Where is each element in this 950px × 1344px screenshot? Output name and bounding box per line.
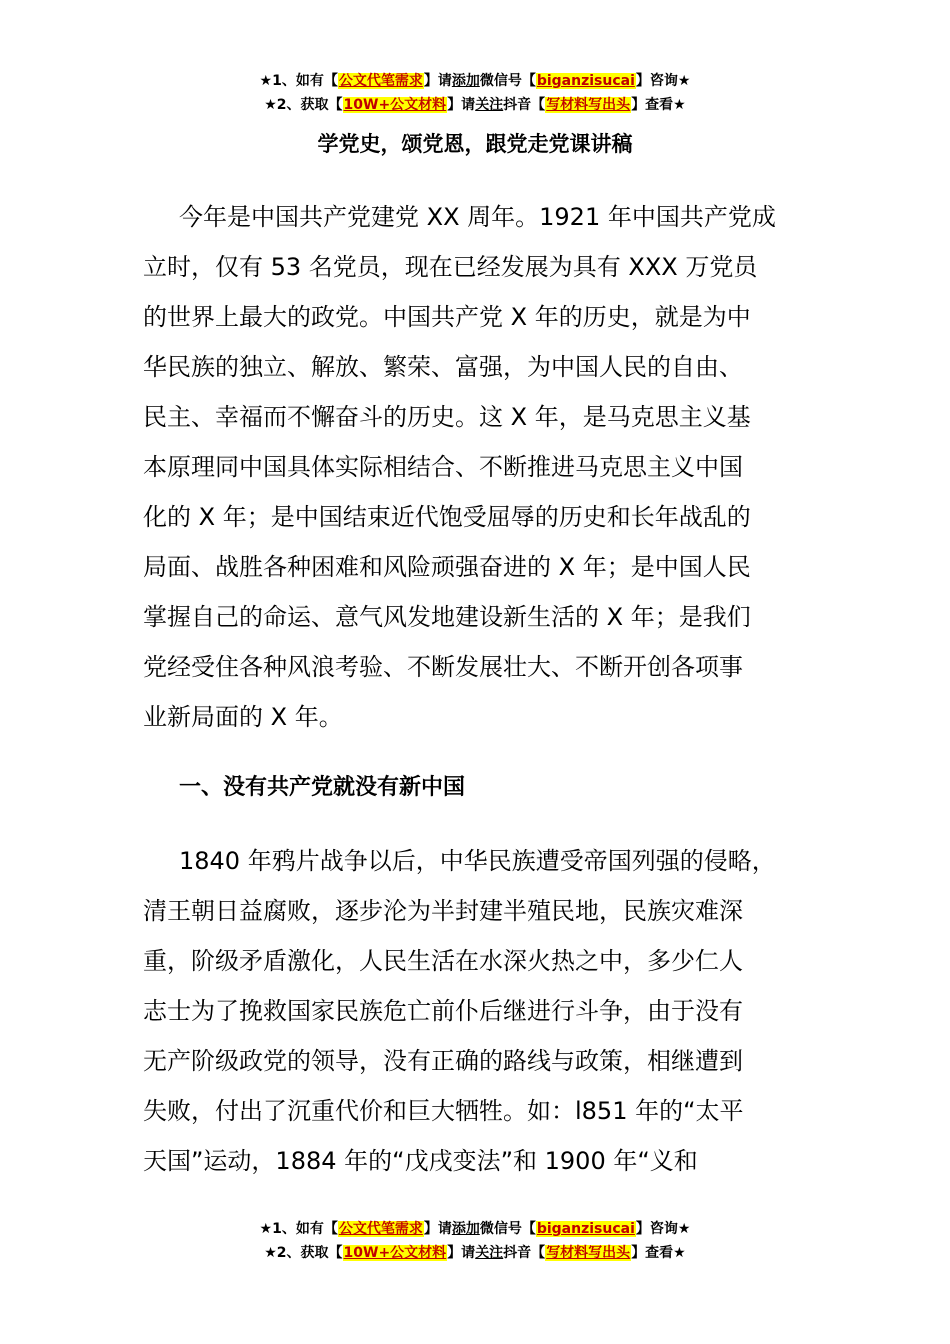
highlight-douyin: 写材料写出头 [546, 97, 631, 113]
header-banner [0, 69, 950, 117]
text-line: 民主、幸福而不懈奋斗的历史。这 X 年，是马克思主义基 [143, 403, 751, 431]
banner-text: 微信号【 [479, 73, 536, 89]
banner-text: 】请 [423, 73, 452, 89]
text-line: 重，阶级矛盾激化，人民生活在水深火热之中，多少仁人 [143, 947, 743, 975]
section-1-paragraph [143, 836, 823, 1186]
banner-line-1 [0, 1217, 950, 1241]
banner-text: 抖音【 [503, 1245, 546, 1261]
banner-line-2 [0, 1241, 950, 1265]
banner-text: 】查看★ [631, 1245, 686, 1261]
highlight-douyin: 写材料写出头 [546, 1245, 631, 1261]
intro-paragraph [143, 192, 823, 742]
text-line: 失败，付出了沉重代价和巨大牺牲。如：l851 年的“太平 [143, 1097, 744, 1125]
highlight-wechat-id: biganzisucai [536, 1221, 635, 1237]
section-heading-1: 一、没有共产党就没有新中国 [179, 775, 466, 800]
highlight-materials: 10W+公文材料 [343, 1245, 447, 1261]
underlined-text: 添加 [451, 73, 480, 89]
underlined-text: 关注 [475, 1245, 504, 1261]
text-line: 业新局面的 X 年。 [143, 703, 343, 731]
highlight-service: 公文代笔需求 [338, 73, 423, 89]
banner-text: 】咨询★ [635, 73, 691, 89]
text-line: 1840 年鸦片战争以后，中华民族遭受帝国列强的侵略， [179, 847, 776, 875]
banner-text: 微信号【 [479, 1221, 536, 1237]
banner-text: ★2、获取【 [264, 97, 343, 113]
text-line: 立时，仅有 53 名党员，现在已经发展为具有 XXX 万党员 [143, 253, 758, 281]
document-title: 学党史，颂党恩，跟党走党课讲稿 [317, 132, 633, 156]
banner-text: 】请 [447, 1245, 476, 1261]
text-line: 局面、战胜各种困难和风险顽强奋进的 X 年；是中国人民 [143, 553, 751, 581]
text-line: 本原理同中国具体实际相结合、不断推进马克思主义中国 [143, 453, 743, 481]
highlight-materials: 10W+公文材料 [343, 97, 447, 113]
banner-text: ★1、如有【 [259, 1221, 338, 1237]
text-line: 华民族的独立、解放、繁荣、富强，为中国人民的自由、 [143, 353, 743, 381]
banner-text: 抖音【 [503, 97, 546, 113]
underlined-text: 添加 [451, 1221, 480, 1237]
banner-text: ★2、获取【 [264, 1245, 343, 1261]
banner-text: ★1、如有【 [259, 73, 338, 89]
text-line: 化的 X 年；是中国结束近代饱受屈辱的历史和长年战乱的 [143, 503, 751, 531]
banner-text: 】咨询★ [635, 1221, 691, 1237]
text-line: 党经受住各种风浪考验、不断发展壮大、不断开创各项事 [143, 653, 743, 681]
text-line: 无产阶级政党的领导，没有正确的路线与政策，相继遭到 [143, 1047, 743, 1075]
underlined-text: 关注 [475, 97, 504, 113]
banner-text: 】查看★ [631, 97, 686, 113]
banner-text: 】请 [447, 97, 476, 113]
text-line: 掌握自己的命运、意气风发地建设新生活的 X 年；是我们 [143, 603, 751, 631]
text-line: 今年是中国共产党建党 XX 周年。1921 年中国共产党成 [179, 203, 776, 231]
highlight-service: 公文代笔需求 [338, 1221, 423, 1237]
banner-text: 】请 [423, 1221, 452, 1237]
text-line: 的世界上最大的政党。中国共产党 X 年的历史，就是为中 [143, 303, 751, 331]
text-line: 志士为了挽救国家民族危亡前仆后继进行斗争，由于没有 [143, 997, 743, 1025]
text-line: 清王朝日益腐败，逐步沦为半封建半殖民地，民族灾难深 [143, 897, 743, 925]
banner-line-1 [0, 69, 950, 93]
footer-banner [0, 1217, 950, 1265]
highlight-wechat-id: biganzisucai [536, 73, 635, 89]
banner-line-2 [0, 93, 950, 117]
text-line: 天国”运动，1884 年的“戊戌变法”和 1900 年“义和 [143, 1147, 698, 1175]
